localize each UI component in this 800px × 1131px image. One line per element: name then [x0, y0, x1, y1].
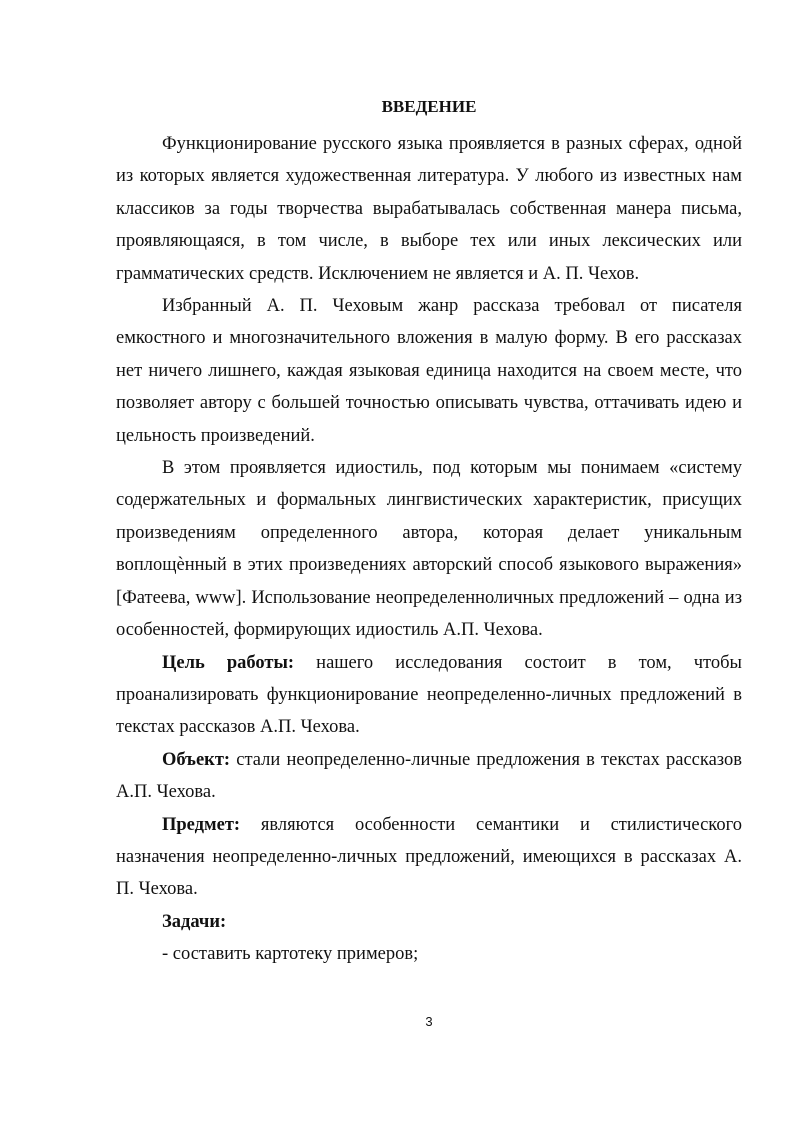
subject-text: являются особенности семантики и стилистического назначения неопределенно-личных предложений, имеющихся в рассказах А. П. Чехова.	[116, 814, 742, 900]
goal-paragraph	[116, 647, 742, 744]
subject-paragraph	[116, 809, 742, 906]
tasks-heading	[116, 906, 742, 938]
paragraph-idiostyle: В этом проявляется идиостиль, под которым мы понимаем «систему содержательных и формальных лингвистических характеристик, присущих произведениям определенного автора, которая делает уникальным воплощѐнный в этих произведениях авторский способ языкового выражения» [Фатеева, www]. Использование неопределенноличных предложений – одна из особенностей, формирующих идиостиль А.П. Чехова.	[116, 458, 742, 641]
goal-text: нашего исследования состоит в том, чтобы проанализировать функционирование неопределенно-личных предложений в текстах рассказов А.П. Чехова.	[116, 652, 742, 738]
object-label: Объект:	[162, 749, 231, 770]
object-paragraph	[116, 744, 742, 809]
subject-label: Предмет:	[162, 814, 241, 835]
section-heading: ВВЕДЕНИЕ	[381, 97, 477, 116]
goal-label: Цель работы:	[162, 652, 295, 673]
tasks-label: Задачи:	[162, 911, 227, 932]
document-body	[116, 128, 742, 971]
page-number: 3	[425, 1014, 433, 1029]
object-text: стали неопределенно-личные предложения в текстах рассказов А.П. Чехова.	[116, 749, 742, 803]
task-item: - составить картотеку примеров;	[162, 944, 419, 965]
paragraph-intro: Функционирование русского языка проявляется в разных сферах, одной из которых является художественная литература. У любого из известных нам классиков за годы творчества вырабатывалась собственная манера письма, проявляющаяся, в том числе, в выборе тех или иных лексических или грамматических средств. Исключением не является и А. П. Чехов.	[116, 134, 742, 284]
paragraph-genre: Избранный А. П. Чеховым жанр рассказа требовал от писателя емкостного и многозначительного вложения в малую форму. В его рассказах нет ничего лишнего, каждая языковая единица находится на своем месте, что позволяет автору с большей точностью описывать чувства, оттачивать идею и цельность произведений.	[116, 296, 742, 446]
